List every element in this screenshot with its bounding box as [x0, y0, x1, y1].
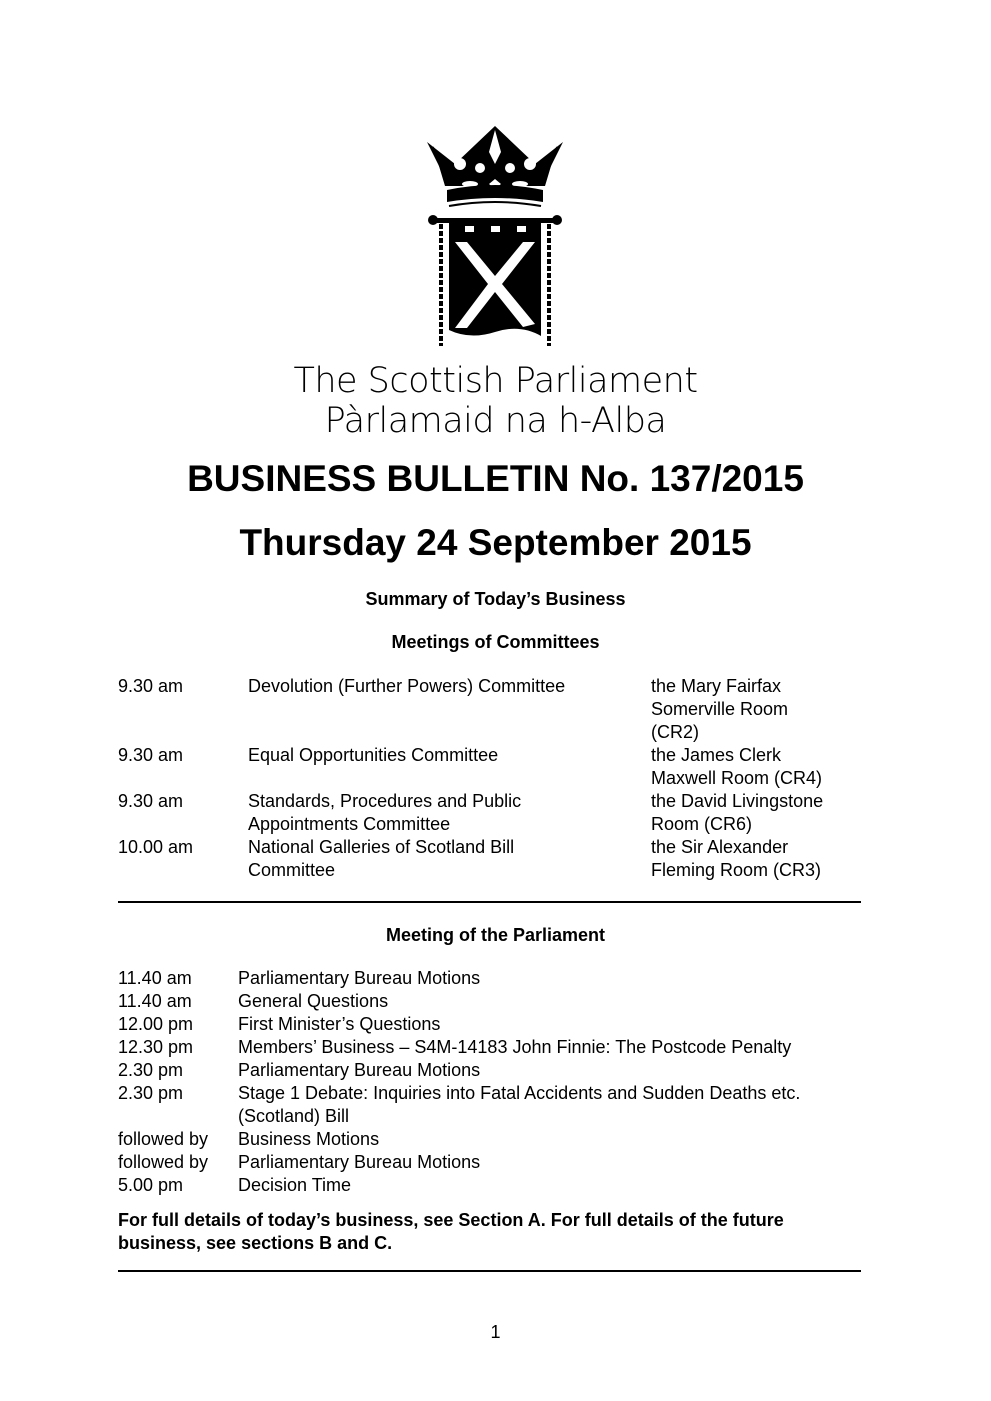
- committee-room: the David Livingstone: [651, 791, 824, 811]
- schedule-item: First Minister’s Questions: [238, 1014, 441, 1034]
- schedule-item: Members’ Business – S4M-14183 John Finnie: The Postcode Penalty: [238, 1037, 792, 1057]
- committee-room: (CR2): [651, 722, 699, 742]
- committee-room: the Sir Alexander: [651, 837, 789, 857]
- schedule-time: 11.40 am: [118, 968, 192, 988]
- committee-time: 9.30 am: [118, 745, 184, 765]
- committee-time: 9.30 am: [118, 676, 184, 696]
- schedule-time: 2.30 pm: [118, 1060, 184, 1080]
- org-name-gaelic: Pàrlamaid na h-Alba: [324, 401, 667, 441]
- summary-title: Summary of Today’s Business: [365, 589, 626, 609]
- bulletin-date: Thursday 24 September 2015: [239, 522, 752, 563]
- schedule-time: followed by: [118, 1152, 209, 1172]
- scottish-parliament-crest-icon: [425, 124, 565, 346]
- schedule-time: 11.40 am: [118, 991, 192, 1011]
- committee-room: Maxwell Room (CR4): [651, 768, 823, 788]
- schedule-item: Parliamentary Bureau Motions: [238, 1152, 481, 1172]
- schedule-time: followed by: [118, 1129, 209, 1149]
- committee-time: 10.00 am: [118, 837, 194, 857]
- footer-note: business, see sections B and C.: [118, 1233, 393, 1253]
- bulletin-title: BUSINESS BULLETIN No. 137/2015: [187, 458, 804, 499]
- committee-room: the James Clerk: [651, 745, 782, 765]
- schedule-item: Stage 1 Debate: Inquiries into Fatal Accidents and Sudden Deaths etc.: [238, 1083, 801, 1103]
- footer-note: For full details of today’s business, see Section A. For full details of the future: [118, 1210, 784, 1230]
- committee-name: Standards, Procedures and Public: [248, 791, 522, 811]
- committee-name: Committee: [248, 860, 336, 880]
- schedule-item: Business Motions: [238, 1129, 380, 1149]
- committee-room: Fleming Room (CR3): [651, 860, 822, 880]
- section-divider: [118, 901, 861, 903]
- committees-heading: Meetings of Committees: [391, 632, 600, 652]
- section-divider: [118, 1270, 861, 1272]
- schedule-item: Decision Time: [238, 1175, 352, 1195]
- committee-room: Room (CR6): [651, 814, 753, 834]
- schedule-time: 12.30 pm: [118, 1037, 194, 1057]
- committee-name: Devolution (Further Powers) Committee: [248, 676, 566, 696]
- schedule-item: General Questions: [238, 991, 389, 1011]
- committee-name: Appointments Committee: [248, 814, 451, 834]
- org-name-english: The Scottish Parliament: [293, 361, 698, 401]
- committee-name: National Galleries of Scotland Bill: [248, 837, 515, 857]
- schedule-time: 2.30 pm: [118, 1083, 184, 1103]
- committee-room: the Mary Fairfax: [651, 676, 782, 696]
- schedule-time: 12.00 pm: [118, 1014, 194, 1034]
- schedule-item: Parliamentary Bureau Motions: [238, 968, 481, 988]
- committee-room: Somerville Room: [651, 699, 789, 719]
- committee-time: 9.30 am: [118, 791, 184, 811]
- committee-name: Equal Opportunities Committee: [248, 745, 499, 765]
- schedule-time: 5.00 pm: [118, 1175, 184, 1195]
- schedule-item: (Scotland) Bill: [238, 1106, 350, 1126]
- parliament-heading: Meeting of the Parliament: [385, 925, 606, 945]
- page-number: 1: [490, 1322, 501, 1342]
- schedule-item: Parliamentary Bureau Motions: [238, 1060, 481, 1080]
